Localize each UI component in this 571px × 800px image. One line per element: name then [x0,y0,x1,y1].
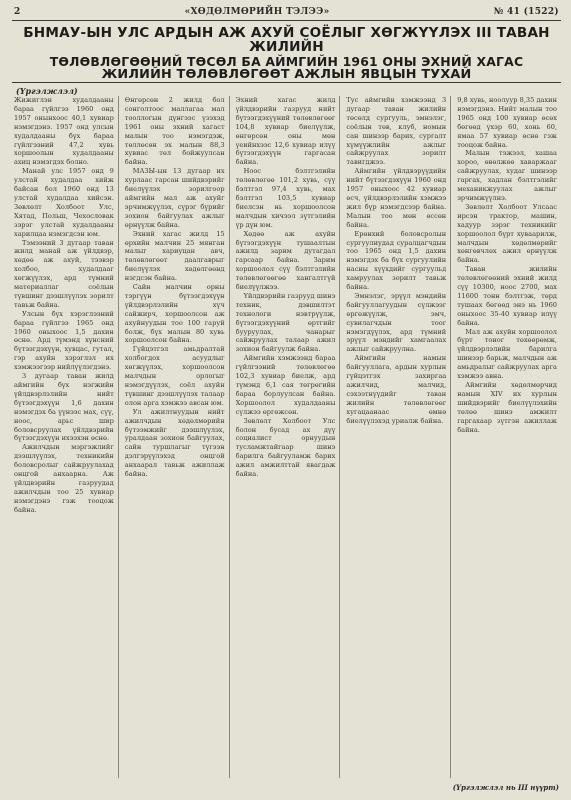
paragraph: Аймгийн хэмжээнд бараа гүйлгээний төлөвлөгөө 102,3 хувиар биелж, ард түмэнд 6,1 сая төгрөгийн бараа борлуулсан байна. Хоршоолол худалдааны сүлжээ өргөжсөн. [235,354,336,416]
paragraph: Зөвлөлт Холбоот Улс болон бусад ах дүү социалист орнуудын тусламжтайгаар шинэ барилга байгууламж барих ажил амжилттай явагдаж байна. [235,416,336,479]
paragraph: Улсын бүх хэрэглээний бараа гүйлгээ 1965 онд 1960 оныхоос 1,5 дахин өснө. Ард түмэнд хүнсний бүтээгдэхүүн, хувцас, гутал, гэр ахуйн хэрэглэл их хэмжээгээр нийлүүлэгдэнэ. [14,309,114,372]
page-number: 2 [14,7,21,17]
paragraph: Эхний хагас жилд үйлдвэрийн газрууд нийт бүтээгдэхүүний төлөвлөгөөг 104,8 хувиар биелүүлж, өнгөрсөн оны мөн үеийнхээс 12,6 хувиар илүү бүтээгдэхүүн гаргасан байна. [235,96,336,167]
paragraph: Ул ажилтнуудын нийт ажилчдын хөдөлмөрийн бүтээмжийг дээшлүүлэх, уралдаан зохион байгуулах, сайн туршлагыг түгээн дэлгэрүүлэхэд онцгой анхаарал тавьж ажиллаж байна. [124,407,225,479]
paragraph: Малын тэжээл, хашаа хороо, өвөлжөө хаваржааг сайжруулах, худаг шинээр гаргах, хадлан бэлтгэлийг механикжуулах ажлыг эрчимжүүлнэ. [457,149,557,202]
paragraph: Аймгийн үйлдвэрүүдийн нийт бүтээгдэхүүн 1960 онд 1957 оныхоос 42 хувиар өсч, үйлдвэрлэлийн хэмжээ жил бүр нэмэгдсээр байна. Малын тоо мөн өссөн байна. [346,167,447,229]
article-column [457,96,561,778]
continuation-kicker: (Үргэлжлэл) [16,86,78,96]
paragraph: Манай улс 1957 онд 9 улстай худалдаа хийж байсан бол 1960 онд 13 улстай худалдаа хийсэн. Зөвлөлт Холбоот Улс, Хятад, Польш, Чехословак зэрэг улстай худалдааны харилцаа нэмэгдсэн юм. [14,167,114,238]
masthead [14,6,559,18]
paragraph: Аймгийн хөдөлмөрчид намын XIV их хурлын шийдвэрийг биелүүлэхийн төлөө шинэ амжилт гаргахаар зүтгэн ажиллаж байна. [457,381,557,434]
paragraph: Жижиглэн худалдааны бараа гүйлгээ 1960 онд 1957 онынхоос 40,1 хувиар нэмэгдэнэ. 1957 онд улсын худалдааны бүх бараа гүйлгээний 47,2 хувь хоршоолын худалдааны ахиц нэмэгдэх болно. [14,96,114,167]
paragraph: Мал аж ахуйн хоршоолол бүрт тоног төхөөрөмж, үйлдвэрлэлийн барилга шинээр барьж, малчдын аж амьдралыг сайжруулах арга хэмжээ авна. [457,327,557,381]
headline [14,26,559,81]
paragraph: Тэмээний 3 дугаар таван жилд манай аж үйлдвэр, хөдөө аж ахуй, тээвэр холбоо, худалдааг хөгжүүлэх, ард түмний материаллаг соёлын түвшинг дээшлүүлэх зорилт тавьж байна. [14,238,114,309]
paragraph: Хөдөө аж ахуйн бүтээгдэхүүн тушаалтын ажилд зарим дутагдал гарсаар байна. Зарим хоршоолол сүү бэлтгэлийн төлөвлөгөөгөө хангалтгүй биелүүлжээ. [235,229,336,292]
headline-line-1: БНМАУ-ЫН УЛС АРДЫН АЖ АХУЙ СОЁЛЫГ ХӨГЖҮҮЛЭХ III ТАВАН ЖИЛИЙН [23,25,550,56]
paragraph: Таван жилийн төлөвлөгөөний эхний жилд сүү 10300, ноос 2700, мах 11600 тонн бэлтгэж, төрд тушаах бөгөөд энэ нь 1960 оныхоос 35-40 хувиар илүү байна. [457,265,557,327]
issue-number: № 41 (1522) [493,7,559,17]
continued-on-note: (Үргэлжлэл нь III нүүрт) [452,783,559,792]
article-column [125,96,230,778]
paragraph: Тус аймгийн хэмжээнд 3 дугаар таван жилийн төсөлд сургууль, эмнэлэг, соёлын төв, клуб, номын сан шинээр барих, сургалт хүмүүжлийн ажлыг сайжруулах зорилт тавигджээ. [346,96,447,167]
headline-rule [12,82,561,83]
paragraph: Үйлдвэрийн газрууд шинэ техник, дэвшилтэт технологи нэвтрүүлж, бүтээгдэхүүний өртгийг бууруулах, чанарыг сайжруулах талаар ажил зохион байгуулж байна. [235,291,336,354]
paragraph: Зөвлөлт Холбоот Улсаас ирсэн трактор, машин, хадуур зэрэг техникийг хоршоолол бүрт хуваарилж, малчдын хөдөлмөрийг хөнгөвчлөх ажил өрнүүлж байна. [457,202,557,265]
article-column [236,96,341,778]
paragraph: Ерөнхий боловсролын сургуулиудад суралцагчдын тоо 1965 онд 1,5 дахин нэмэгдэх ба бүх сургуулийн насны хүүхдийг сургуульд хамруулах зорилт тавьж байна. [346,229,447,292]
paragraph: Аймгийн намын байгууллага, ардын хурлын гүйцэтгэх захиргаа ажилчид, малчид, сэхээтнүүдийг таван жилийн төлөвлөгөөг хугацаанаас өмнө биелүүлэхэд уриалж байна. [346,354,447,425]
masthead-rule [12,20,561,21]
paragraph: 9,8 хувь, ноолуур 8,35 дахин нэмэгдэнэ. Нийт малын тоо 1965 онд 100 хувиар өсөх бөгөөд үхэр 60, хонь 60, ямаа 57 хувиар өснө гэж тооцож байна. [457,96,557,149]
paragraph: Ноос бэлтгэлийн төлөвлөгөө 101,2 хувь, сүү бэлтгэл 97,4 хувь, мах бэлтгэл 103,5 хувиар биелсэн нь хоршоолсон малчдын хичээл зүтгэлийн үр дүн юм. [235,167,336,229]
newspaper-title: «ХӨДӨЛМӨРИЙН ТЭЛЭЭ» [184,7,330,17]
paragraph: Сайн малчин орны тэргүүн бүтээгдэхүүн үйлдвэрлэлийн хүч сайжирч, хоршоолсон аж ахуйнуудын тоо 100 гаруй болж, бүх малын 80 хувь хоршоолсон байна. [124,283,225,345]
headline-line-3: ЖИЛИЙН ТӨЛӨВЛӨГӨӨТ АЖЛЫН ЯВЦЫН ТУХАЙ [101,66,472,82]
article-body [14,96,561,778]
paragraph: МАЗЫ-ын 13 дугаар их хурлаас гарсан шийдвэрийг биелүүлэх зорилгоор аймгийн мал аж ахуйг эрчимжүүлэх, сүрэг бүрийг зохион байгуулах ажлыг өрнүүлж байна. [124,167,225,229]
paragraph: Өнгөрсөн 2 жилд бол сонголтоос маллагаа мал тооллогын дүнгээс үзэхэд 1961 оны эхний хагаст малын тоо нэмэгдэж, төллөсөн эх малын 88,3 хувиас төл бойжуулсан байна. [124,96,225,167]
paragraph: Эхний хагас жилд 15 өрхийн малчин 25 мянган малыг хариуцан авч, төлөвлөгөөт даалгаврыг биелүүлэх хөдөлгөөнд нэгдсэн байна. [124,229,225,283]
paragraph: Ажилчдын мэргэжлийг дээшлүүлэх, техникийн боловсролыг сайжруулахад онцгой анхаарна. Аж үйлдвэрийн газруудад ажилчдын тоо 25 хувиар нэмэгдэнэ гэж тооцож байна. [14,443,114,514]
paragraph: Эмнэлэг, эрүүл мэндийн байгууллагуудын сүлжээг өргөжүүлж, эмч, сувилагчдын тоог нэмэгдүүлэх, ард түмний эрүүл мэндийг хамгаалах ажлыг сайжруулна. [346,291,447,354]
paragraph: Гүйцэтгэл амьдралтай холбогдох асуудлыг хөгжүүлэх, хоршоолсон малчдын орлогыг нэмэгдүүлэх, соёл ахуйн түвшинг дээшлүүлэх талаар олон арга хэмжээ авсан юм. [124,345,225,407]
paragraph: 3 дугаар таван жилд аймгийн бүх нэгжийн үйлдвэрлэлийн нийт бүтээгдэхүүн 1,6 дахин нэмэгдэх ба үүнээс мах, сүү, ноос, арьс шир боловсруулах үйлдвэрийн бүтээгдэхүүн ихээхэн өснө. [14,372,114,443]
article-column [346,96,451,778]
article-column [14,96,119,778]
headline-line-2: ТӨЛӨВЛӨГӨӨНИЙ ТӨСӨЛ БА АЙМГИЙН 1961 ОНЫ ЭХНИЙ ХАГАС [49,53,524,69]
